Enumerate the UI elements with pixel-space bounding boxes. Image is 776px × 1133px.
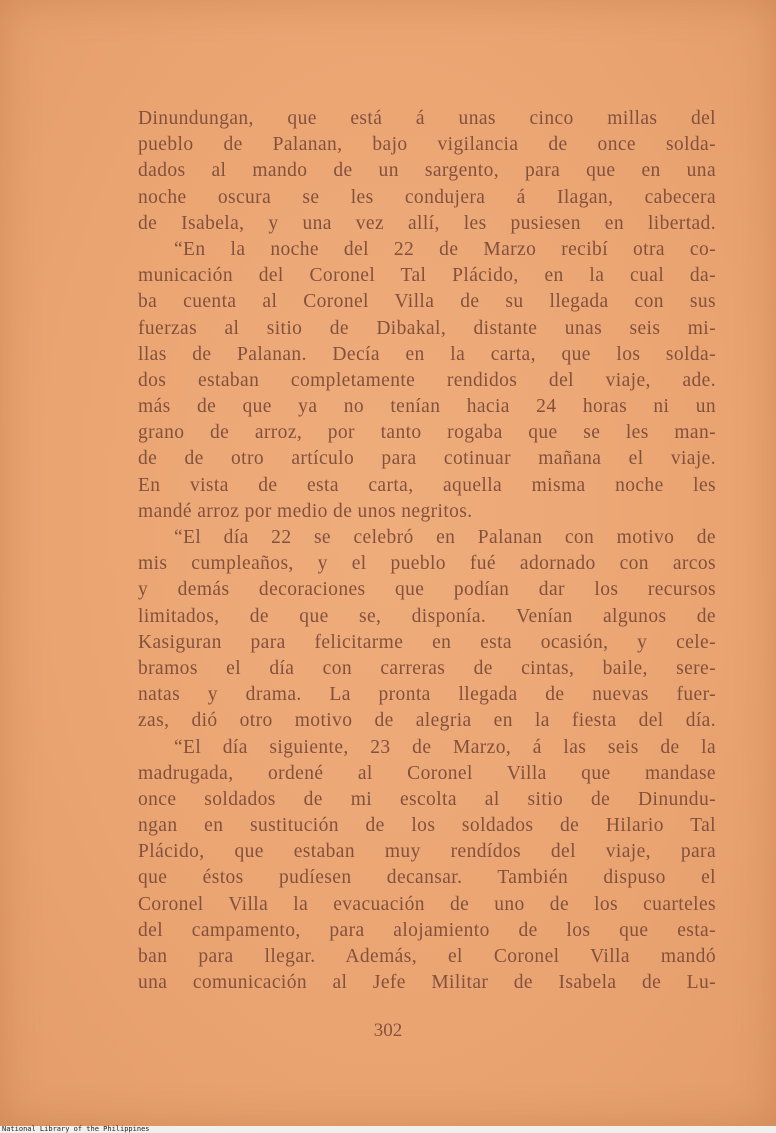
text-line: “En la noche del 22 de Marzo recibí otra co- bbox=[174, 238, 716, 260]
text-line: grano de arroz, por tanto rogaba que se les man- bbox=[138, 422, 716, 444]
text-line: bramos el día con carreras de cintas, baile, sere- bbox=[138, 657, 716, 679]
text-line: ban para llegar. Además, el Coronel Villa mandó bbox=[138, 946, 716, 967]
text-line: madrugada, ordené al Coronel Villa que mandase bbox=[138, 762, 716, 784]
text-line: más de que ya no tenían hacia 24 horas ni un bbox=[138, 396, 716, 418]
text-line: pueblo de Palanan, bajo vigilancia de once solda- bbox=[138, 134, 716, 156]
text-line: once soldados de mi escolta al sitio de Dinundu- bbox=[138, 788, 716, 810]
text-line: Kasiguran para felicitarme en esta ocasión, y cele- bbox=[138, 631, 716, 653]
text-line: limitados, de que se, disponía. Venían algunos de bbox=[138, 605, 716, 627]
text-line: municación del Coronel Tal Plácido, en la cual da- bbox=[138, 265, 716, 287]
text-line: Coronel Villa la evacuación de uno de los cuarteles bbox=[138, 893, 716, 915]
text-line: y demás decoraciones que podían dar los recursos bbox=[138, 579, 716, 601]
text-line: “El día siguiente, 23 de Marzo, á las seis de la bbox=[174, 736, 716, 758]
text-line: ngan en sustitución de los soldados de Hilario Tal bbox=[138, 815, 716, 837]
text-line: natas y drama. La pronta llegada de nuevas fuer- bbox=[138, 684, 716, 706]
text-line: “El día 22 se celebró en Palanan con motivo de bbox=[174, 527, 716, 548]
text-line: mandé arroz por medio de unos negritos. bbox=[138, 500, 473, 522]
text-line: En vista de esta carta, aquella misma noche les bbox=[138, 474, 716, 496]
text-line: zas, dió otro motivo de alegria en la fiesta del día. bbox=[138, 710, 716, 732]
text-line: llas de Palanan. Decía en la carta, que los solda- bbox=[138, 343, 716, 365]
text-line: dados al mando de un sargento, para que en una bbox=[138, 160, 716, 182]
text-line: Plácido, que estaban muy rendídos del viaje, para bbox=[138, 841, 716, 863]
text-line: Dinundungan, que está á unas cinco millas del bbox=[138, 108, 716, 129]
text-line: fuerzas al sitio de Dibakal, distante unas seis mi- bbox=[138, 317, 716, 339]
body-text bbox=[138, 106, 716, 996]
text-line: que éstos pudíesen decansar. También dispuso el bbox=[138, 867, 716, 889]
text-line: del campamento, para alojamiento de los que esta- bbox=[138, 919, 716, 941]
text-line: una comunicación al Jefe Militar de Isabela de Lu- bbox=[138, 972, 716, 994]
text-line: noche oscura se les condujera á Ilagan, cabecera bbox=[138, 186, 716, 208]
text-line: dos estaban completamente rendidos del viaje, ade. bbox=[138, 369, 716, 391]
page-number: 302 bbox=[373, 1020, 403, 1041]
text-line: ba cuenta al Coronel Villa de su llegada con sus bbox=[138, 291, 716, 313]
library-credit: National Library of the Philippines bbox=[2, 1125, 150, 1133]
text-line: de Isabela, y una vez allí, les pusiesen en libertad. bbox=[138, 212, 716, 234]
text-line: mis cumpleaños, y el pueblo fué adornado con arcos bbox=[138, 553, 716, 575]
text-line: de de otro artículo para cotinuar mañana el viaje. bbox=[138, 448, 716, 470]
